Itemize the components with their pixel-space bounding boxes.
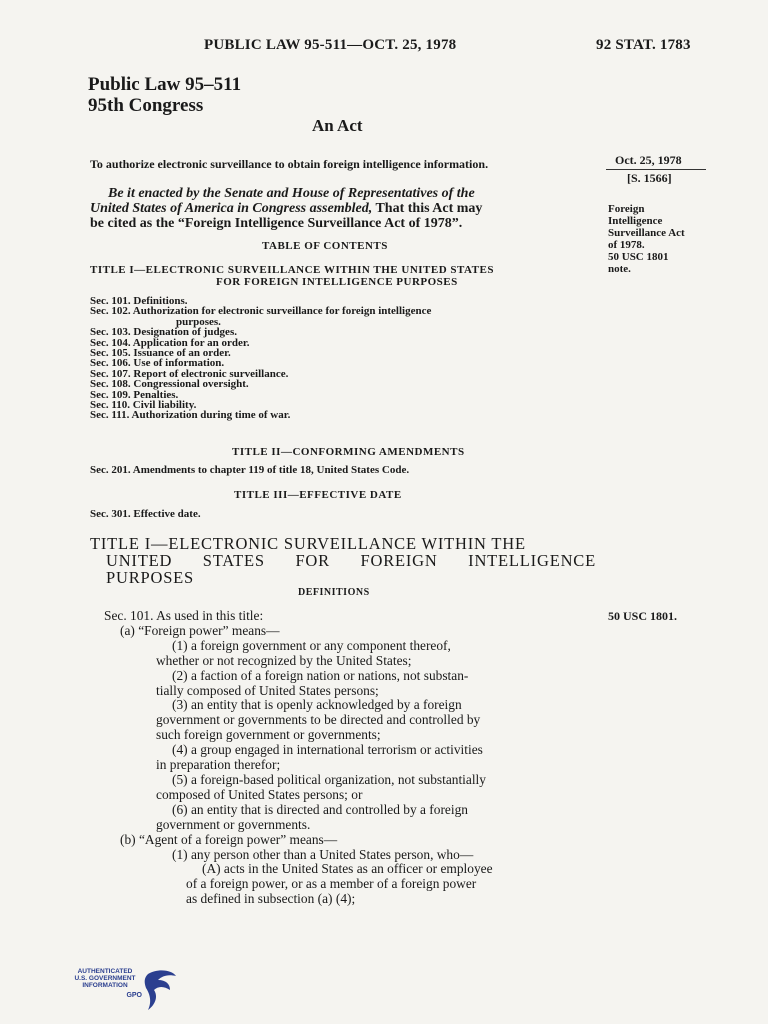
body-line: (5) a foreign-based political organization, not substantially [172, 771, 486, 787]
body-line: (A) acts in the United States as an officer or employee [202, 861, 493, 877]
toc-entry: Sec. 109. Penalties. [90, 388, 179, 401]
definitions-heading: DEFINITIONS [298, 587, 370, 598]
toc-title1-line2: FOR FOREIGN INTELLIGENCE PURPOSES [216, 276, 458, 288]
act-purpose: To authorize electronic surveillance to obtain foreign intelligence information. [90, 157, 489, 171]
title1-heading-line3: PURPOSES [106, 568, 195, 587]
body-line: (1) any person other than a United States person, who— [172, 846, 474, 862]
body-line: (4) a group engaged in international terrorism or activities [172, 742, 483, 758]
toc-title1-line1: TITLE I—ELECTRONIC SURVEILLANCE WITHIN THE UNITED STATES [90, 264, 494, 276]
body-line: (a) “Foreign power” means— [120, 622, 280, 638]
toc-entry: Sec. 108. Congressional oversight. [90, 378, 249, 391]
public-law-number: Public Law 95–511 [88, 74, 242, 95]
title1-heading-line1: TITLE I—ELECTRONIC SURVEILLANCE WITHIN THE [90, 534, 526, 553]
toc-entry: Sec. 110. Civil liability. [90, 399, 197, 412]
section-reference-sidenote: 50 USC 1801. [608, 609, 678, 623]
body-line: of a foreign power, or as a member of a foreign power [186, 876, 477, 892]
section-101-text [90, 609, 493, 907]
toc-entry: Sec. 104. Application for an order. [90, 336, 250, 349]
enacting-clause: Be it enacted by the Senate and House of Representatives of the United States of America in Congress assembled, That this Act may be cited as the “Foreign Intelligence Surveillance Act of 1978”. [90, 186, 483, 231]
body-line: whether or not recognized by the United States; [156, 652, 412, 668]
toc-entry: Sec. 105. Issuance of an order. [90, 347, 231, 360]
gpo-authentication-logo [60, 968, 180, 1016]
act-label: An Act [312, 116, 363, 135]
toc-title2: TITLE II—CONFORMING AMENDMENTS [232, 446, 465, 458]
stat-reference: 92 STAT. 1783 [596, 37, 691, 53]
bill-number: [S. 1566] [627, 171, 672, 185]
body-line: such foreign government or governments; [156, 727, 381, 743]
body-line: composed of United States persons; or [156, 786, 363, 802]
running-head: PUBLIC LAW 95-511—OCT. 25, 1978 [204, 37, 457, 53]
logo-text: AUTHENTICATED U.S. GOVERNMENT INFORMATION GPO [74, 968, 142, 999]
toc-entry: Sec. 101. Definitions. [90, 295, 188, 307]
short-title-sidenote: Foreign Intelligence Surveillance Act of 1978. 50 USC 1801 note. [608, 203, 685, 275]
enactment-date: Oct. 25, 1978 [615, 153, 682, 167]
toc-sec301: Sec. 301. Effective date. [90, 508, 201, 520]
eagle-icon [140, 968, 180, 1012]
toc-entry: Sec. 111. Authorization during time of war. [90, 409, 291, 422]
body-line: Sec. 101. As used in this title: [104, 608, 264, 623]
body-line: as defined in subsection (a) (4); [186, 891, 356, 907]
toc-entry: Sec. 106. Use of information. [90, 357, 225, 370]
sidenote-rule [606, 169, 706, 170]
toc-entry: Sec. 103. Designation of judges. [90, 326, 237, 339]
toc-title3: TITLE III—EFFECTIVE DATE [234, 489, 402, 501]
body-line: (2) a faction of a foreign nation or nations, not substan- [172, 667, 469, 683]
body-line: government or governments. [156, 816, 311, 832]
toc-entry: Sec. 102. Authorization for electronic surveillance for foreign intelligence [90, 305, 432, 318]
toc-sec201: Sec. 201. Amendments to chapter 119 of title 18, United States Code. [90, 464, 410, 476]
body-line: (1) a foreign government or any component thereof, [172, 637, 451, 653]
toc-heading: TABLE OF CONTENTS [262, 240, 388, 252]
body-line: (6) an entity that is directed and controlled by a foreign [172, 801, 468, 817]
title1-heading-line2: UNITED STATES FOR FOREIGN INTELLIGENCE [106, 551, 596, 570]
toc-entry: purposes. [176, 315, 221, 328]
body-line: government or governments to be directed and controlled by [156, 712, 481, 728]
body-line: in preparation therefor; [156, 757, 281, 773]
toc-entry: Sec. 107. Report of electronic surveillance. [90, 367, 289, 380]
body-line: (3) an entity that is openly acknowledged by a foreign [172, 697, 462, 713]
toc-section-list [90, 296, 431, 421]
congress: 95th Congress [88, 95, 204, 116]
body-line: tially composed of United States persons; [156, 682, 379, 698]
body-line: (b) “Agent of a foreign power” means— [120, 831, 338, 847]
